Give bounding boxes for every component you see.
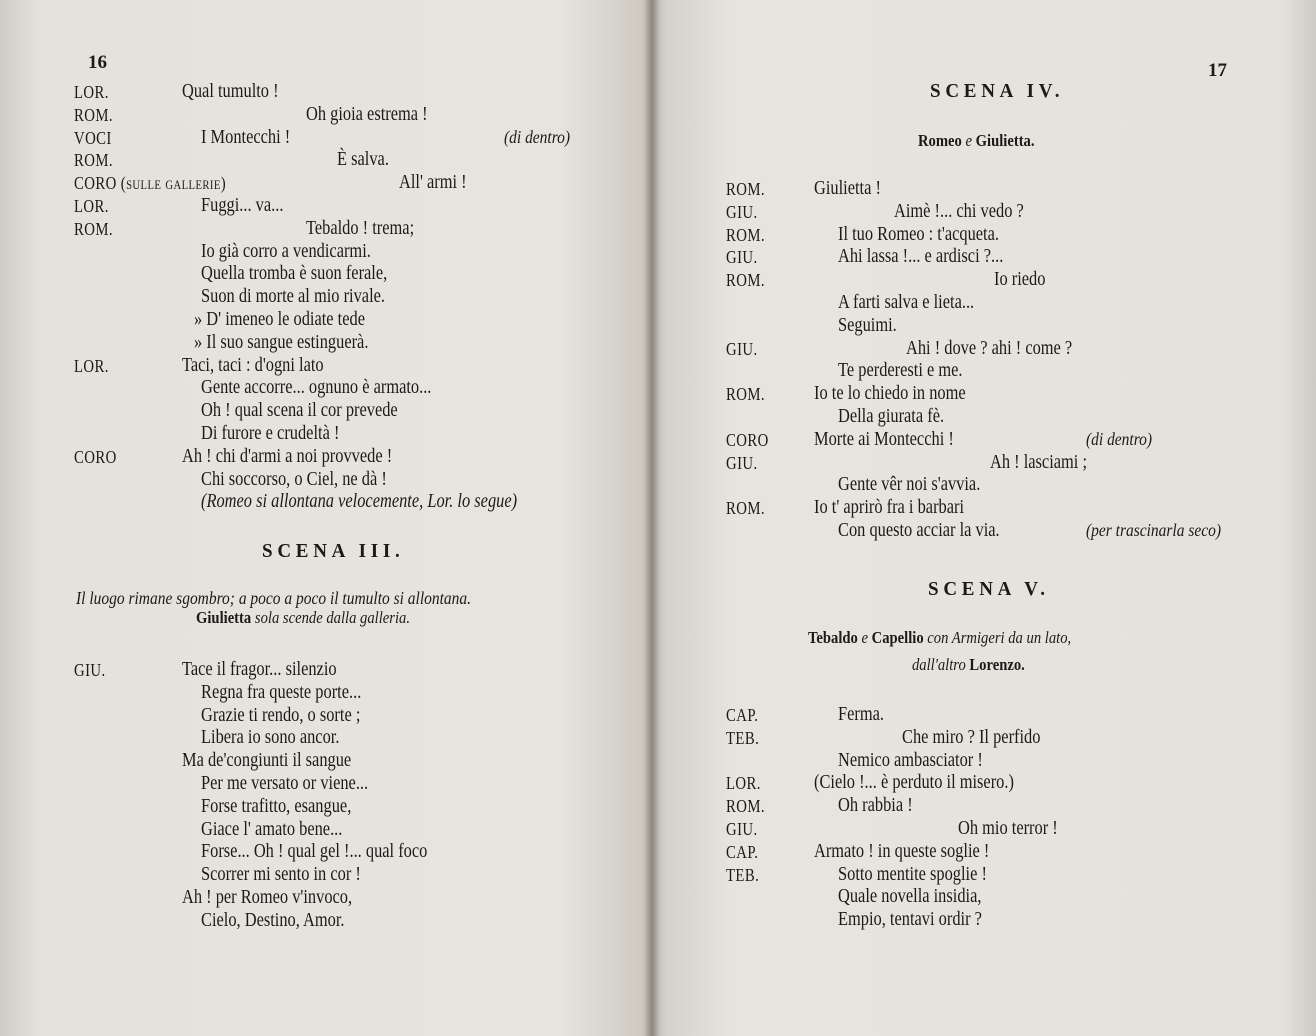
- verse-line: Cielo, Destino, Amor.: [200, 908, 345, 931]
- direction-text: sola scende dalla galleria.: [254, 608, 411, 627]
- verse-line: È salva.: [337, 148, 389, 171]
- verse-line: Di furore e crudeltà !: [200, 422, 340, 444]
- verse-line: Che miro ? Il perfido: [902, 725, 1041, 748]
- verse-line: Oh ! qual scena il cor prevede: [200, 399, 398, 422]
- verse-line: Giace l' amato bene...: [200, 817, 342, 840]
- verse-line: Gente accorre... ognuno è armato...: [200, 376, 432, 399]
- verse-line: (Romeo si allontana velocemente, Lor. lo segue): [200, 490, 517, 513]
- verse-line: Oh gioia estrema !: [306, 102, 428, 125]
- speaker-label: ROM.: [74, 104, 113, 125]
- verse-line: Forse trafitto, esangue,: [200, 794, 351, 817]
- cast-list-2: [808, 628, 1071, 648]
- speaker-label: ROM.: [726, 224, 765, 245]
- page-number: 17: [1208, 60, 1227, 81]
- verse-line: Io t' aprirò fra i barbari: [814, 496, 965, 519]
- verse-line: Regna fra queste porte...: [200, 680, 361, 703]
- verse-line: Oh rabbia !: [838, 794, 913, 817]
- character-name: Giulietta.: [975, 131, 1035, 150]
- speaker-label: CORO: [74, 446, 117, 467]
- verse-line: Qual tumulto !: [182, 80, 279, 102]
- speaker-label: GIU.: [726, 338, 758, 359]
- verse-line: Ferma.: [838, 703, 884, 725]
- verse-line: Suon di morte al mio rivale.: [200, 285, 385, 308]
- verse-line: Ah ! lasciami ;: [990, 450, 1088, 473]
- page-fold: [644, 0, 660, 1036]
- speaker-label: GIU.: [74, 660, 106, 680]
- verse-line: Libera io sono ancor.: [200, 726, 340, 749]
- verse-line: Quella tromba è suon ferale,: [200, 262, 387, 285]
- verse-line: Ahi lassa !... e ardisci ?...: [838, 245, 1004, 268]
- speaker-label: CAP.: [726, 841, 759, 862]
- verse-line: Tebaldo ! trema;: [306, 216, 415, 239]
- speaker-label: ROM.: [726, 498, 765, 519]
- verse-line: Empio, tentavi ordir ?: [838, 908, 982, 931]
- verse-line: I Montecchi !: [200, 125, 290, 148]
- verse-line: Forse... Oh ! qual gel !... qual foco: [200, 840, 427, 863]
- speaker-label: LOR.: [74, 355, 109, 376]
- verse-line: Oh mio terror !: [958, 817, 1058, 839]
- speaker-label: GIU.: [726, 201, 758, 222]
- verse-line: Ah ! per Romeo v'invoco,: [182, 886, 353, 908]
- conjunction: e: [861, 628, 868, 647]
- character-name: Giulietta: [196, 608, 252, 627]
- verse-line: Tace il fragor... silenzio: [182, 658, 337, 680]
- character-name: Capellio: [871, 628, 924, 647]
- speaker-label: GIU.: [726, 452, 758, 473]
- verse-line: Fuggi... va...: [200, 194, 284, 216]
- verse-line: Chi soccorso, o Ciel, ne dà !: [200, 467, 387, 490]
- verse-line: Ma de'congiunti il sangue: [182, 749, 352, 772]
- verse-line: Con questo acciar la via.: [838, 519, 1000, 541]
- speaker-label: ROM.: [74, 150, 113, 171]
- character-name: Lorenzo.: [969, 655, 1025, 674]
- speaker-label: CORO: [726, 429, 769, 450]
- verse-line: » Il suo sangue estinguerà.: [194, 330, 369, 353]
- verse-line: Della giurata fè.: [838, 405, 945, 427]
- scene-title-2: SCENA V.: [928, 578, 1050, 600]
- character-name: Tebaldo: [808, 628, 858, 647]
- conjunction: e: [965, 131, 972, 150]
- verse-line: Gente vêr noi s'avvia.: [838, 473, 981, 496]
- verse-line: Grazie ti rendo, o sorte ;: [200, 703, 360, 726]
- verse-line: (Cielo !... è perduto il misero.): [814, 771, 1014, 794]
- scene-title: SCENA IV.: [930, 80, 1065, 102]
- scene-title: SCENA III.: [262, 540, 405, 562]
- verse-line: Scorrer mi sento in cor !: [200, 863, 361, 886]
- verse-line: All' armi !: [399, 171, 467, 194]
- verse-line: Ah ! chi d'armi a noi provvede !: [182, 444, 393, 467]
- speaker-label: CAP.: [726, 705, 759, 725]
- speaker-label: GIU.: [726, 247, 758, 268]
- speaker-label: ROM.: [726, 179, 765, 199]
- stage-direction-2: [196, 608, 410, 628]
- speaker-label: CORO (sulle gallerie): [74, 173, 227, 194]
- verse-line: Sotto mentite spoglie !: [838, 862, 987, 885]
- verse-line: Io te lo chiedo in nome: [814, 382, 966, 405]
- verse-line: Nemico ambasciator !: [838, 748, 983, 771]
- verse-line: Il tuo Romeo : t'acqueta.: [838, 222, 999, 245]
- verse-line: Giulietta !: [814, 177, 881, 199]
- speaker-label: ROM.: [726, 270, 765, 291]
- verse-line: Ahi ! dove ? ahi ! come ?: [906, 336, 1073, 359]
- speaker-label: LOR.: [726, 773, 761, 794]
- cast-list: [918, 131, 1035, 151]
- speaker-label: ROM.: [74, 218, 113, 239]
- speaker-label: GIU.: [726, 819, 758, 839]
- page-number: 16: [88, 52, 107, 73]
- speaker-label: LOR.: [74, 196, 109, 216]
- verse-line: Taci, taci : d'ogni lato: [182, 353, 324, 376]
- direction-text: dall'altro: [912, 655, 966, 674]
- stage-direction: Il luogo rimane sgombro; a poco a poco il tumulto si allontana.: [76, 588, 472, 608]
- stage-direction: (di dentro): [504, 126, 571, 147]
- speaker-label: ROM.: [726, 384, 765, 405]
- stage-direction: (per trascinarla seco): [1086, 520, 1222, 540]
- direction-text: con Armigeri da un lato,: [927, 628, 1072, 647]
- speaker-label: ROM.: [726, 796, 765, 817]
- cast-list-3: [912, 655, 1025, 675]
- speaker-label: VOCI: [74, 127, 112, 148]
- verse-line: » D' imeneo le odiate tede: [194, 308, 366, 330]
- verse-line: Morte ai Montecchi !: [814, 427, 954, 450]
- speaker-label: LOR.: [74, 82, 109, 102]
- verse-line: Te perderesti e me.: [838, 359, 963, 382]
- verse-line: Seguimi.: [838, 313, 897, 336]
- verse-line: Io già corro a vendicarmi.: [200, 239, 371, 262]
- verse-line: A farti salva e lieta...: [838, 291, 975, 313]
- speaker-label: TEB.: [726, 864, 760, 885]
- verse-line: Io riedo: [994, 268, 1046, 291]
- verse-line: Quale novella insidia,: [838, 885, 982, 908]
- character-name: Romeo: [918, 131, 962, 150]
- verse-line: Aimè !... chi vedo ?: [894, 199, 1024, 222]
- right-page: [652, 0, 1316, 1036]
- speaker-label: TEB.: [726, 727, 760, 748]
- stage-direction: (di dentro): [1086, 428, 1153, 449]
- left-page: [0, 0, 652, 1036]
- verse-line: Per me versato or viene...: [200, 772, 368, 794]
- verse-line: Armato ! in queste soglie !: [814, 839, 990, 862]
